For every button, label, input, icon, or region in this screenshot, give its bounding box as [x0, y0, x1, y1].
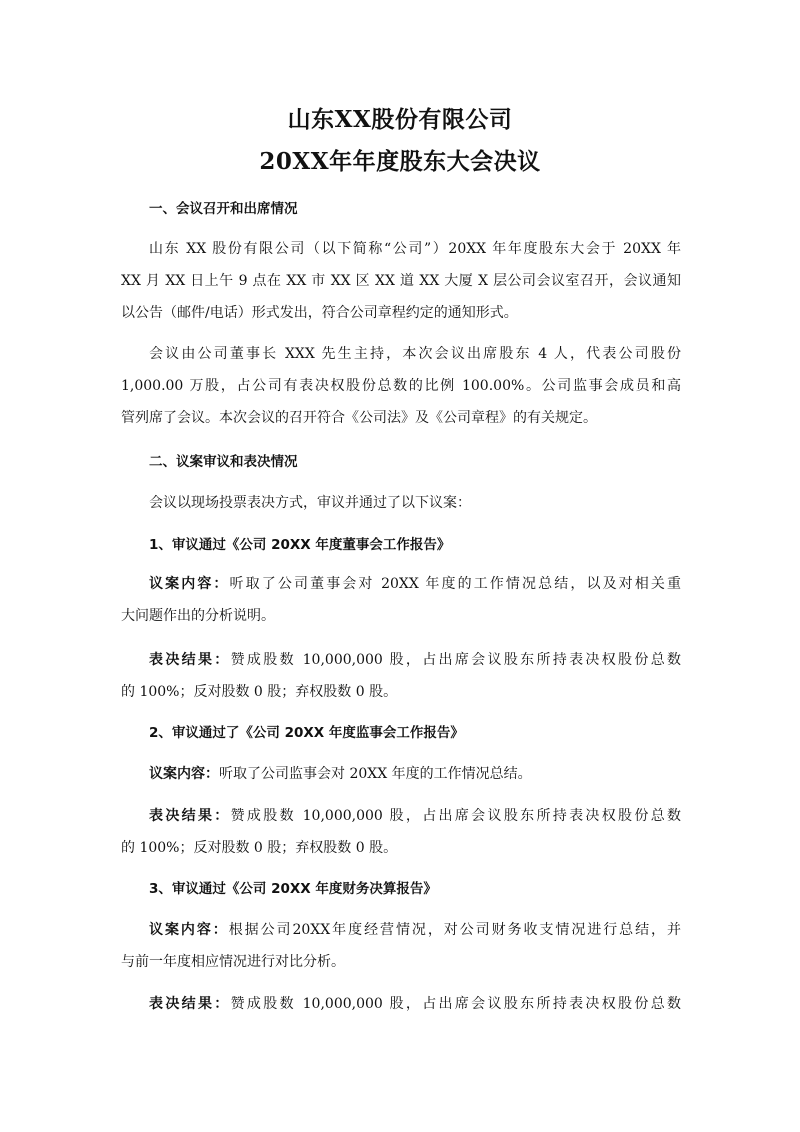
- paragraph-line: XX 月 XX 日上午 9 点在 XX 市 XX 区 XX 道 XX 大厦 X 层公司会议室召开，会议通知: [121, 273, 681, 289]
- content-text: 听取了公司监事会对 20XX 年度的工作情况总结。: [219, 766, 532, 782]
- motion-content-line: [149, 764, 681, 784]
- paragraph-line: 管列席了会议。本次会议的召开符合《公司法》及《公司章程》的有关规定。: [121, 410, 597, 426]
- paragraph-line: 会议由公司董事长 XXX 先生主持，本次会议出席股东 4 人，代表公司股份: [149, 346, 681, 362]
- motion-result-line: 的 100%；反对股数 0 股；弃权股数 0 股。: [121, 684, 398, 700]
- content-label: 议案内容：: [149, 922, 229, 938]
- paragraph-line: 山东 XX 股份有限公司（以下简称“公司”）20XX 年年度股东大会于 20XX 年: [149, 241, 681, 257]
- result-text: 赞成股数 10,000,000 股，占出席会议股东所持表决权股份总数: [230, 652, 681, 668]
- result-label: 表决结果：: [149, 652, 231, 668]
- result-label: 表决结果：: [149, 996, 231, 1012]
- document-title-meeting: 20XX年年度股东大会决议: [259, 148, 541, 175]
- content-text: 根据公司20XX年度经营情况，对公司财务收支情况进行总结，并: [228, 922, 681, 938]
- motions-intro: 会议以现场投票表决方式，审议并通过了以下议案：: [149, 495, 471, 511]
- motion-result-line: 的 100%；反对股数 0 股；弃权股数 0 股。: [121, 840, 398, 856]
- motion-title: 1、审议通过《公司 20XX 年度董事会工作报告》: [149, 537, 451, 553]
- document-title-company: 山东XX股份有限公司: [287, 106, 513, 133]
- motion-result-line: [149, 650, 681, 670]
- result-text: 赞成股数 10,000,000 股，占出席会议股东所持表决权股份总数: [230, 808, 681, 824]
- section-heading-meeting-attendance: 一、会议召开和出席情况: [149, 201, 298, 217]
- result-text: 赞成股数 10,000,000 股，占出席会议股东所持表决权股份总数: [230, 996, 681, 1012]
- section-heading-motions: 二、议案审议和表决情况: [149, 454, 298, 470]
- motion-result-line: [149, 806, 681, 826]
- motion-title: 3、审议通过《公司 20XX 年度财务决算报告》: [149, 881, 437, 897]
- paragraph-line: 1,000.00 万股，占公司有表决权股份总数的比例 100.00%。公司监事会成员和高: [121, 378, 681, 394]
- paragraph-line: 以公告（邮件/电话）形式发出，符合公司章程约定的通知形式。: [121, 305, 518, 321]
- content-label: 议案内容：: [149, 576, 230, 592]
- motion-result-line: [149, 994, 681, 1014]
- motion-content-line: 与前一年度相应情况进行对比分析。: [121, 954, 345, 970]
- motion-content-line: [149, 574, 681, 594]
- motion-content-line: 大问题作出的分析说明。: [121, 608, 275, 624]
- result-label: 表决结果：: [149, 808, 231, 824]
- content-label: 议案内容：: [149, 766, 219, 782]
- motion-title: 2、审议通过了《公司 20XX 年度监事会工作报告》: [149, 725, 464, 741]
- content-text: 听取了公司董事会对 20XX 年度的工作情况总结，以及对相关重: [229, 576, 681, 592]
- motion-content-line: [149, 920, 681, 940]
